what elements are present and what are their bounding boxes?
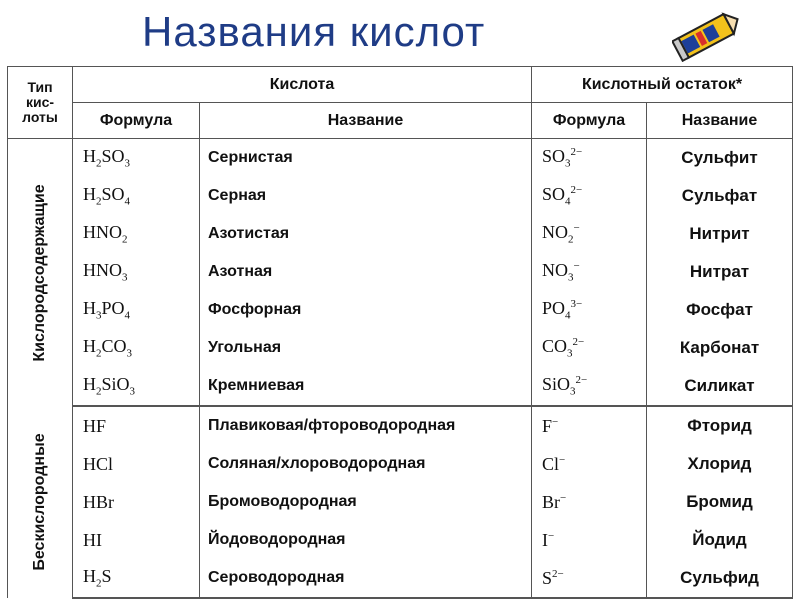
formula-charge: − [559,453,566,466]
formula-charge: − [552,415,559,428]
formula-subscript: 3 [565,157,571,170]
acid-formula [73,253,200,291]
formula-part: H [83,146,96,167]
formula-charge: − [573,260,580,273]
formula-part: PO [101,298,125,319]
formula-part: 3 [122,271,128,284]
acid-name: Плавиковая/фтороводородная [200,406,532,445]
formula-part: SO [101,184,125,205]
residue-name: Йодид [647,521,793,559]
formula-part: HNO [83,222,122,243]
formula-charge: 2− [570,146,583,159]
residue-name: Нитрит [647,215,793,253]
table-row [8,291,793,329]
acid-formula [73,445,200,483]
acids-table [7,66,793,599]
formula-charge: 2− [575,374,588,387]
formula-subscript: 4 [565,309,571,322]
table-row [8,521,793,559]
residue-formula [532,521,647,559]
residue-formula [532,291,647,329]
residue-name: Сульфат [647,177,793,215]
formula-charge: 2− [572,336,585,349]
formula-part: 2 [96,347,102,360]
residue-formula [532,559,647,598]
formula-part: 2 [96,385,102,398]
acid-formula [73,215,200,253]
formula-part: S [542,567,553,588]
formula-part: NO [542,260,568,281]
name-header: Название [200,103,532,139]
formula-subscript: 3 [568,271,574,284]
formula-part: PO [542,298,566,319]
acid-name: Сероводородная [200,559,532,598]
residue-formula [532,445,647,483]
table-row [8,483,793,521]
table-row [8,329,793,367]
acid-type-label: Бескислородные [31,433,48,571]
table-row [8,406,793,445]
acid-name: Сернистая [200,139,532,178]
formula-part: 3 [129,385,136,398]
type-header-line2: кис- [25,94,55,110]
formula-part: SO [542,146,566,167]
residue-formula [532,177,647,215]
formula-part: SiO [542,374,571,395]
table-row [8,367,793,406]
type-header [8,67,73,139]
acid-type-cell [8,139,73,407]
residue-name: Сульфид [647,559,793,598]
acid-formula [73,329,200,367]
type-header-line1: Тип [27,79,53,95]
acid-name: Кремниевая [200,367,532,406]
residue-name: Хлорид [647,445,793,483]
formula-part: Br [542,491,560,512]
formula-part: H [83,298,96,319]
formula-part: 2 [96,157,102,170]
residue-formula [532,253,647,291]
formula-part: 4 [124,195,131,208]
formula-part: H [83,184,96,205]
formula-subscript: 3 [570,385,576,398]
table-row [8,253,793,291]
residue-formula [532,329,647,367]
formula-subscript: 4 [565,195,571,208]
acid-formula [73,139,200,178]
acid-formula [73,521,200,559]
formula-part: F [542,415,553,436]
residue-name: Бромид [647,483,793,521]
formula-subscript: 3 [567,347,573,360]
residue-formula [532,215,647,253]
formula-part: HF [83,415,107,436]
type-header-line3: лоты [22,109,58,125]
formula-part: SO [101,146,125,167]
acid-name: Йодоводородная [200,521,532,559]
acid-type-label: Кислородсодержащие [31,183,48,362]
formula-part: S [101,566,112,587]
acid-name: Угольная [200,329,532,367]
formula-charge: − [573,222,580,235]
residue-name: Нитрат [647,253,793,291]
acid-name: Азотистая [200,215,532,253]
table-row [8,177,793,215]
acid-name: Соляная/хлороводородная [200,445,532,483]
acid-formula [73,559,200,598]
acid-header: Кислота [73,67,532,103]
residue-formula [532,483,647,521]
formula-part: I [542,529,548,550]
formula-subscript: 2 [568,233,574,246]
formula-part: 3 [124,157,131,170]
formula-part: HCl [83,453,114,474]
residue-formula [532,367,647,406]
residue-name: Сульфит [647,139,793,178]
formula-part: SiO [101,374,130,395]
formula-part: H [83,374,96,395]
residue-formula [532,139,647,178]
acid-name: Бромоводородная [200,483,532,521]
residue-formula [532,406,647,445]
acid-formula [73,406,200,445]
formula-part: CO [542,336,568,357]
formula-header: Формула [73,103,200,139]
formula-part: H [83,336,96,357]
formula-charge: 2− [552,567,564,580]
pencil-icon [672,2,742,62]
formula-part: SO [542,184,566,205]
acid-formula [73,177,200,215]
formula-part: 3 [126,347,133,360]
acid-name: Фосфорная [200,291,532,329]
formula-part: H [83,566,96,587]
acid-formula [73,483,200,521]
formula-part: CO [101,336,127,357]
acid-name: Азотная [200,253,532,291]
table-row [8,445,793,483]
acid-type-cell [8,406,73,598]
residue-name-header: Название [647,103,793,139]
formula-part: HI [83,529,102,550]
formula-part: Cl [542,453,560,474]
formula-part: HBr [83,491,114,512]
page-title: Названия кислот [142,8,486,55]
table-row [8,559,793,598]
acid-name: Серная [200,177,532,215]
residue-name: Силикат [647,367,793,406]
formula-part: NO [542,222,568,243]
formula-charge: 3− [570,298,583,311]
residue-name: Фторид [647,406,793,445]
acid-formula [73,367,200,406]
formula-charge: − [548,529,555,542]
residue-name: Карбонат [647,329,793,367]
table-row [8,139,793,178]
formula-part: 4 [124,309,131,322]
formula-part: 2 [96,195,102,208]
formula-part: 2 [96,577,102,590]
residue-name: Фосфат [647,291,793,329]
residue-formula-header: Формула [532,103,647,139]
acid-formula [73,291,200,329]
formula-charge: − [560,491,567,504]
formula-part: 3 [96,309,102,322]
formula-part: HNO [83,260,122,281]
formula-part: 2 [122,233,128,246]
residue-header: Кислотный остаток* [532,67,793,103]
table-row [8,215,793,253]
formula-charge: 2− [570,184,583,197]
